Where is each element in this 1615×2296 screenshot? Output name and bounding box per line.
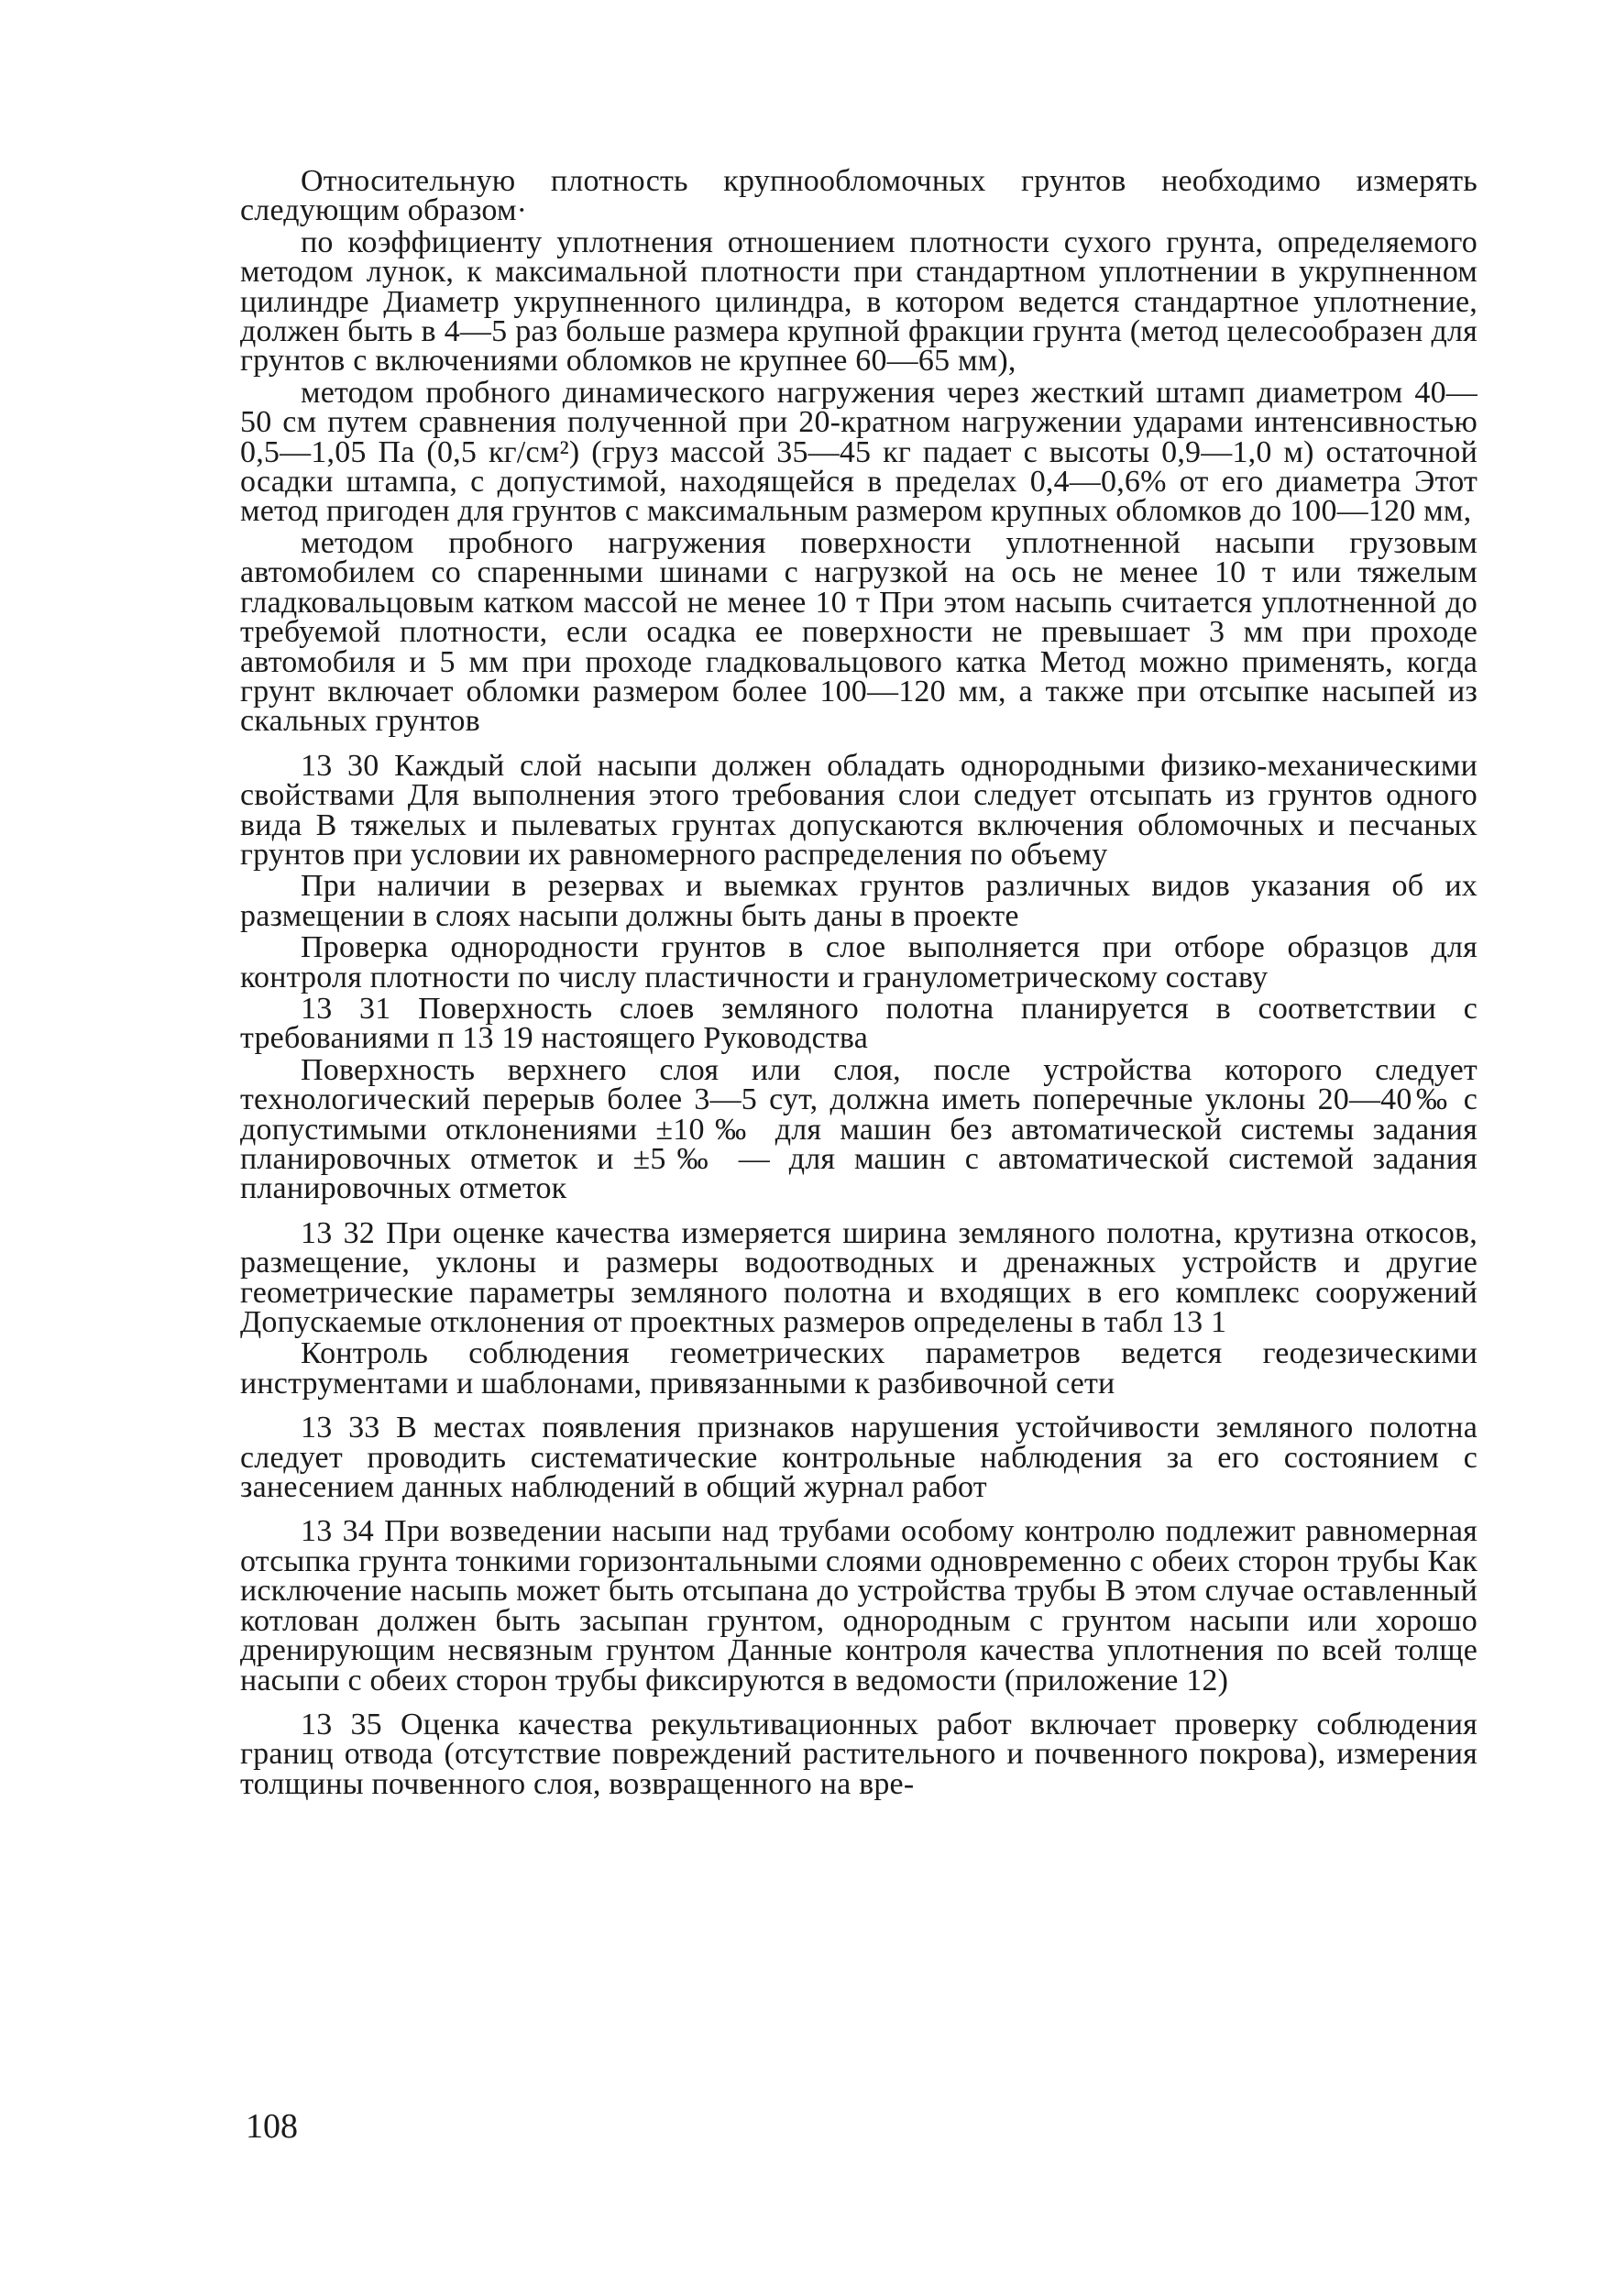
paragraph-reserves: При наличии в резервах и выемках грунтов различных видов указания об их размещении в слоях насыпи должны быть даны в проекте bbox=[240, 869, 1478, 933]
paragraph-13-33: 13 33 В местах появления признаков нарушения устойчивости земляного полотна следует проводить систематические контрольные наблюдения за его состоянием с занесением данных наблюдений в общий журнал работ bbox=[240, 1411, 1478, 1505]
paragraph-intro: Относительную плотность крупнообломочных грунтов необходимо измерять следующим образом· bbox=[240, 164, 1478, 228]
body-text bbox=[240, 164, 1478, 1801]
paragraph-geometry-control: Контроль соблюдения геометрических параметров ведется геодезическими инструментами и шаблонами, привязанными к разбивочной сети bbox=[240, 1336, 1478, 1401]
paragraph-compaction-coefficient: по коэффициенту уплотнения отношением плотности сухого грунта, определяемого методом лунок, к максимальной плотности при стандартном уплотнении в укрупненном цилиндре Диаметр укрупненного цилиндра, в котором ведется стандартное уплотнение, должен быть в 4—5 раз больше размера крупной фракции грунта (метод целесообразен для грунтов с включениями обломков не крупнее 60—65 мм), bbox=[240, 225, 1478, 379]
paragraph-13-32: 13 32 При оценке качества измеряется ширина земляного полотна, крутизна откосов, размещение, уклоны и размеры водоотводных и дренажных устройств и другие геометрические параметры земляного полотна и входящих в его комплекс сооружений Допускаемые отклонения от проектных размеров определены в табл 13 1 bbox=[240, 1215, 1478, 1340]
paragraph-13-31: 13 31 Поверхность слоев земляного полотна планируется в соответствии с требованиями п 13 19 настоящего Руководства bbox=[240, 991, 1478, 1056]
paragraph-13-35: 13 35 Оценка качества рекультивационных работ включает проверку соблюдения границ отвода (отсутствие повреждений растительного и почвенного покрова), измерения толщины почвенного слоя, возвращенного на вре- bbox=[240, 1707, 1478, 1801]
paragraph-homogeneity-check: Проверка однородности грунтов в слое выполняется при отборе образцов для контроля плотности по числу пластичности и гранулометрическому составу bbox=[240, 930, 1478, 994]
page-number: 108 bbox=[246, 2107, 298, 2146]
paragraph-13-30: 13 30 Каждый слой насыпи должен обладать однородными физико-механическими свойствами Для выполнения этого требования слои следует отсыпать из грунтов одного вида В тяжелых и пылеватых грунтах допускаются включения обломочных и песчаных грунтов при условии их равномерного распределения по объему bbox=[240, 748, 1478, 872]
paragraph-surface-loading: методом пробного нагружения поверхности уплотненной насыпи грузовым автомобилем со спаренными шинами с нагрузкой на ось не менее 10 т или тяжелым гладковальцовым катком массой не менее 10 т При этом насыпь считается уплотненной до требуемой плотности, если осадка ее поверхности не превышает 3 мм при проходе автомобиля и 5 мм при проходе гладковальцового катка Метод можно применять, когда грунт включает обломки размером более 100—120 мм, а также при отсыпке насыпей из скальных грунтов bbox=[240, 525, 1478, 739]
paragraph-13-34: 13 34 При возведении насыпи над трубами особому контролю подлежит равномерная отсыпка грунта тонкими горизонтальными слоями одновременно с обеих сторон трубы Как исключение насыпь может быть отсыпана до устройства трубы В этом случае оставленный котлован должен быть засыпан грунтом, однородным с грунтом насыпи или хорошо дренирующим несвязным грунтом Данные контроля качества уплотнения по всей толще насыпи с обеих сторон трубы фиксируются в ведомости (приложение 12) bbox=[240, 1514, 1478, 1697]
paragraph-slopes: Поверхность верхнего слоя или слоя, после устройства которого следует технологический перерыв более 3—5 сут, должна иметь поперечные уклоны 20—40‰ с допустимыми отклонениями ±10‰ для машин без автоматической системы задания планировочных отметок и ±5‰ — для машин с автоматической системой задания планировочных отметок bbox=[240, 1052, 1478, 1206]
paragraph-dynamic-loading: методом пробного динамического нагружения через жесткий штамп диаметром 40—50 см путем сравнения полученной при 20-кратном нагружении ударами интенсивностью 0,5—1,05 Па (0,5 кг/см²) (груз массой 35—45 кг падает с высоты 0,9—1,0 м) остаточной осадки штампа, с допустимой, находящейся в пределах 0,4—0,6% от его диаметра Этот метод пригоден для грунтов с максимальным размером крупных обломков до 100—120 мм, bbox=[240, 375, 1478, 529]
